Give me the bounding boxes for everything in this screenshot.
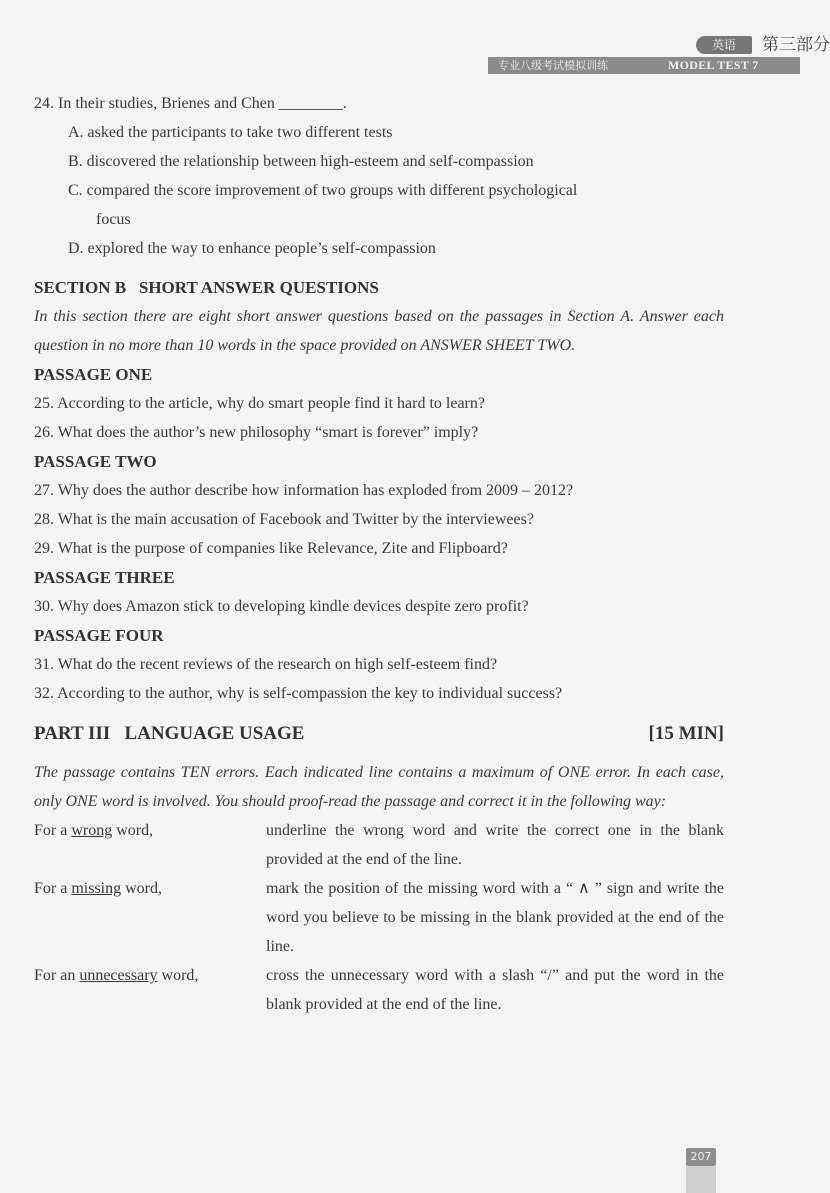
page-number: 207 (686, 1148, 716, 1166)
passage-three-title: PASSAGE THREE (34, 568, 175, 587)
question-25: 25. According to the article, why do smart people find it hard to learn? (34, 395, 485, 412)
option-b: B. discovered the relationship between high-esteem and self-compassion (68, 153, 534, 170)
question-26: 26. What does the author’s new philosophy “smart is forever” imply? (34, 424, 479, 441)
rule-description: cross the unnecessary word with a slash “/” and put the word in the blank provided at the end of the line. (266, 967, 724, 1013)
passage-one-title: PASSAGE ONE (34, 365, 153, 384)
section-b-title: SECTION B SHORT ANSWER QUESTIONS (34, 278, 379, 297)
series-cn: 专业八级考试模拟训练 (498, 59, 608, 72)
passage-four-title: PASSAGE FOUR (34, 626, 164, 645)
main-content (34, 89, 724, 1019)
option-c-continued: focus (96, 211, 131, 228)
option-a: A. asked the participants to take two different tests (68, 124, 393, 141)
rule-description: underline the wrong word and write the correct one in the blank provided at the end of the line. (266, 822, 724, 868)
rule-unnecessary-word (34, 961, 724, 1019)
series-en: MODEL TEST 7 (668, 58, 759, 72)
rule-label: For a wrong word, (34, 822, 154, 839)
section-b-instructions: In this section there are eight short answer questions based on the passages in Section A. Answer each question in no more than 10 words in the space provided on ANSWER SHEET TWO. (34, 308, 724, 354)
question-31: 31. What do the recent reviews of the research on high self-esteem find? (34, 656, 498, 673)
subject-badge: 英语 (696, 36, 752, 54)
part-three-instructions: The passage contains TEN errors. Each indicated line contains a maximum of ONE error. In each case, only ONE word is involved. You should proof-read the passage and correct it in the following way: (34, 764, 724, 810)
question-stem: 24. In their studies, Brienes and Chen ________. (34, 95, 347, 112)
question-28: 28. What is the main accusation of Facebook and Twitter by the interviewees? (34, 511, 534, 528)
option-c: C. compared the score improvement of two groups with different psychological (68, 182, 578, 199)
question-32: 32. According to the author, why is self-compassion the key to individual success? (34, 685, 563, 702)
part-three-time: [15 MIN] (648, 723, 724, 744)
series-bar (488, 57, 800, 74)
option-d: D. explored the way to enhance people’s self-compassion (68, 240, 436, 257)
question-30: 30. Why does Amazon stick to developing kindle devices despite zero profit? (34, 598, 529, 615)
rule-label: For an unnecessary word, (34, 967, 199, 984)
rule-description: mark the position of the missing word with a “ ∧ ” sign and write the word you believe to be missing in the blank provided at the end of the line. (266, 880, 724, 955)
page-edge-stripe (686, 1166, 716, 1193)
rule-missing-word (34, 874, 724, 961)
part-three-title: PART III LANGUAGE USAGE (34, 723, 305, 744)
rule-wrong-word (34, 816, 724, 874)
rule-label: For a missing word, (34, 880, 163, 897)
running-header (500, 34, 830, 56)
part-three-heading (34, 718, 724, 750)
part-label: 第三部分 (762, 35, 830, 55)
question-29: 29. What is the purpose of companies like Relevance, Zite and Flipboard? (34, 540, 508, 557)
question-27: 27. Why does the author describe how information has exploded from 2009 – 2012? (34, 482, 574, 499)
question-24 (34, 89, 724, 263)
passage-two-title: PASSAGE TWO (34, 452, 157, 471)
